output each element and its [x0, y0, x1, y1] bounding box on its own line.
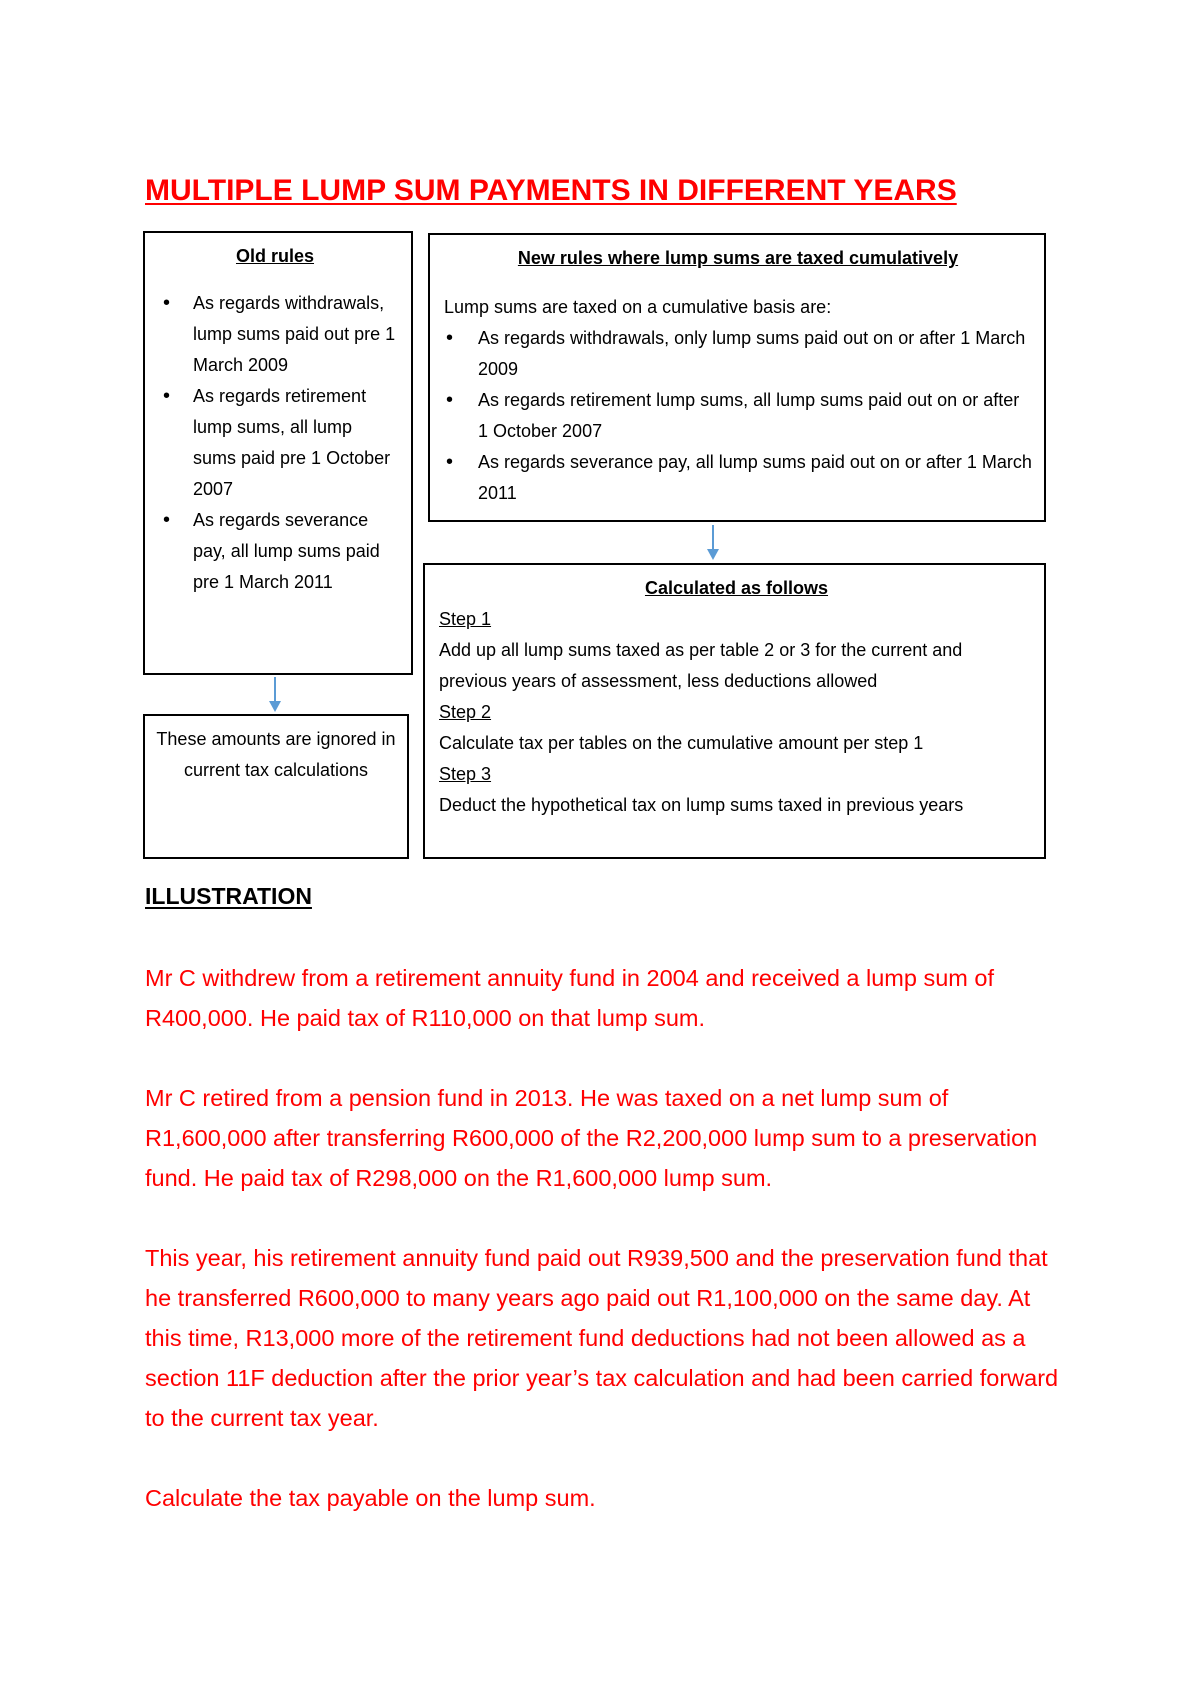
page-title: MULTIPLE LUMP SUM PAYMENTS IN DIFFERENT YEARS	[145, 174, 957, 207]
new-rules-item: • As regards severance pay, all lump sums paid out on or after 1 March 2011	[442, 447, 1034, 509]
old-rules-heading: Old rules	[235, 246, 315, 266]
illustration-question: Calculate the tax payable on the lump sum.	[145, 1485, 596, 1511]
illustration-body	[145, 958, 1065, 1558]
new-rules-box	[428, 233, 1046, 522]
old-rules-box	[143, 231, 413, 675]
illustration-paragraph: Mr C withdrew from a retirement annuity fund in 2004 and received a lump sum of R400,000. He paid tax of R110,000 on that lump sum.	[145, 965, 995, 1031]
new-rules-intro: Lump sums are taxed on a cumulative basis are:	[444, 297, 832, 317]
new-rules-item: • As regards retirement lump sums, all lump sums paid out on or after 1 October 2007	[442, 385, 1034, 447]
step-label: Step 1	[439, 609, 492, 629]
new-rules-heading: New rules where lump sums are taxed cumulatively	[517, 248, 959, 268]
step-text: Calculate tax per tables on the cumulative amount per step 1	[439, 733, 924, 753]
down-arrow-icon	[269, 677, 281, 717]
calculation-heading: Calculated as follows	[644, 578, 829, 598]
step-text: Add up all lump sums taxed as per table 2 or 3 for the current and previous years of assessment, less deductions allowed	[439, 640, 963, 691]
old-rules-list	[151, 288, 399, 598]
illustration-paragraph: This year, his retirement annuity fund paid out R939,500 and the preservation fund that he transferred R600,000 to many years ago paid out R1,100,000 on the same day. At this time, R13,000 more of the retirement fund deductions had not been allowed as a section 11F deduction after the prior year’s tax calculation and had been carried forward to the current tax year.	[145, 1245, 1059, 1431]
ignored-amounts-text: These amounts are ignored in current tax calculations	[156, 729, 396, 780]
step-text: Deduct the hypothetical tax on lump sums taxed in previous years	[439, 795, 964, 815]
step-label: Step 3	[439, 764, 492, 784]
illustration-paragraph: Mr C retired from a pension fund in 2013. He was taxed on a net lump sum of R1,600,000 after transferring R600,000 of the R2,200,000 lump sum to a preservation fund. He paid tax of R298,000 on the R1,600,000 lump sum.	[145, 1085, 1038, 1191]
old-rules-item: • As regards withdrawals, lump sums paid out pre 1 March 2009	[151, 288, 399, 381]
down-arrow-icon	[707, 525, 719, 565]
calculation-box	[423, 563, 1046, 859]
old-rules-item: • As regards retirement lump sums, all lump sums paid pre 1 October 2007	[151, 381, 399, 505]
new-rules-list	[442, 323, 1034, 509]
new-rules-item: • As regards withdrawals, only lump sums paid out on or after 1 March 2009	[442, 323, 1034, 385]
ignored-amounts-box	[143, 714, 409, 859]
illustration-heading: ILLUSTRATION	[145, 883, 312, 909]
step-label: Step 2	[439, 702, 492, 722]
old-rules-item: • As regards severance pay, all lump sums paid pre 1 March 2011	[151, 505, 399, 598]
